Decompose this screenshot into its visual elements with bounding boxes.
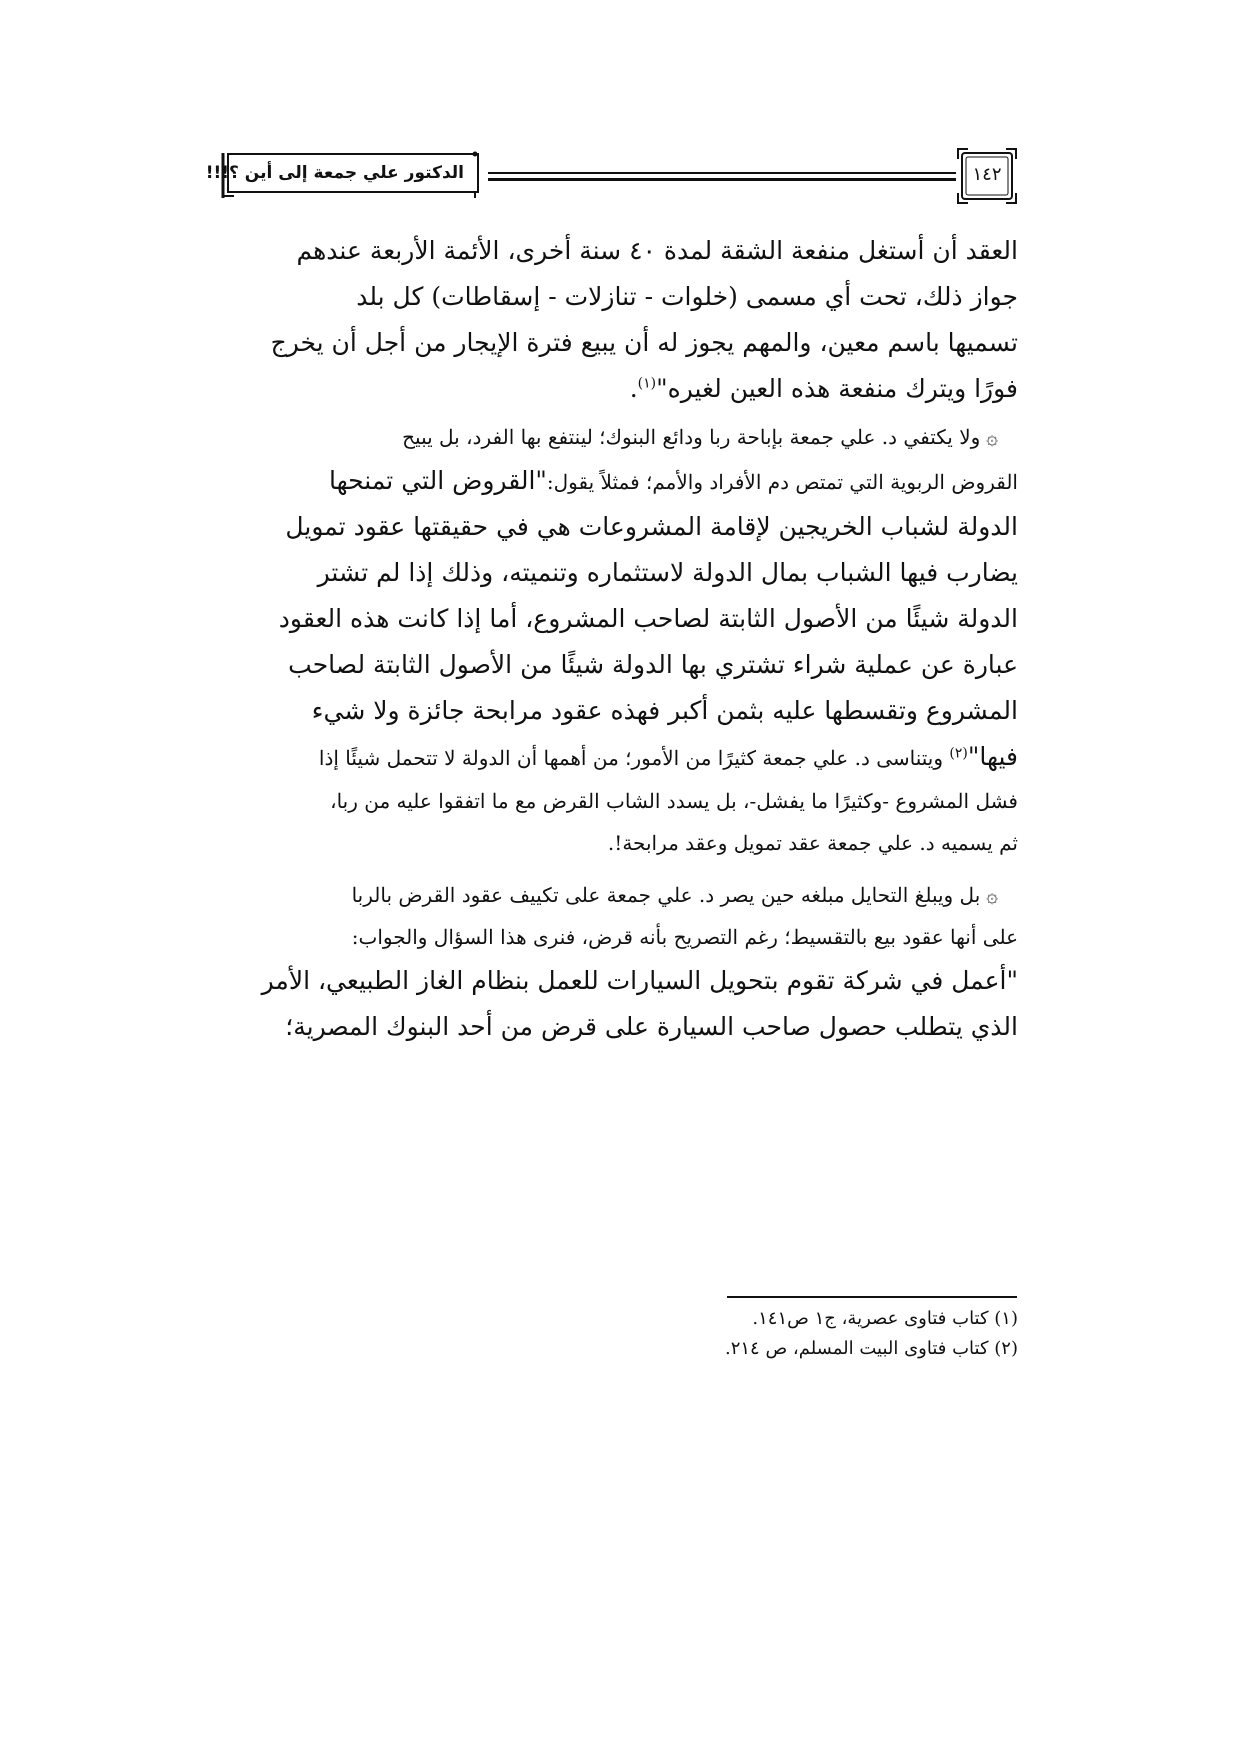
page-number-frame [954,145,1020,207]
sentence-end: . [629,374,638,403]
page-number: ١٤٢ [972,164,1002,185]
text-line: تسميها باسم معين، والمهم يجوز له أن يبيع فترة الإيجار من أجل أن يخرج [270,328,1018,357]
text-line: "أعمل في شركة تقوم بتحويل السيارات للعمل بنظام الغاز الطبيعي، الأمر [261,966,1018,995]
running-header [205,145,1020,207]
header-rule [488,172,956,181]
footnote-ref-1: (١) [637,375,657,392]
text-span: ولا يكتفي د. علي جمعة بإباحة ربا ودائع البنوك؛ لينتفع بها الفرد، بل يبيح [402,425,981,449]
footnote-separator [727,1296,1017,1298]
text-line [218,366,1018,412]
paragraph-3 [218,874,1018,1050]
quote-end-text: فورًا ويترك منفعة هذه العين لغيره" [656,374,1018,403]
text-line: فشل المشروع -وكثيرًا ما يفشل-، بل يسدد الشاب القرض مع ما اتفقوا عليه من ربا، [330,789,1018,813]
text-span: ويتناسى د. علي جمعة كثيرًا من الأمور؛ من أهمها أن الدولة لا تتحمل شيئًا إذا [318,746,944,770]
text-line: على أنها عقود بيع بالتقسيط؛ رغم التصريح بأنه قرض، فنرى هذا السؤال والجواب: [351,925,1018,949]
text-line: الدولة شيئًا من الأصول الثابتة لصاحب المشروع، أما إذا كانت هذه العقود [278,604,1018,633]
paragraph-1 [218,228,1018,412]
text-line [218,416,1018,458]
text-line: المشروع وتقسطها عليه بثمن أكبر فهذه عقود مرابحة جائزة ولا شيء [311,696,1018,725]
text-span: القروض الربوية التي تمتص دم الأفراد والأمم؛ فمثلاً يقول: [546,470,1018,494]
text-line: العقد أن أستغل منفعة الشقة لمدة ٤٠ سنة أخرى، الأئمة الأربعة عندهم [296,236,1018,265]
footnote-1: (١) كتاب فتاوى عصرية، ج١ ص١٤١. [752,1308,1018,1329]
footnote-ref-2: (٢) [949,745,968,762]
text-line: عبارة عن عملية شراء تشتري بها الدولة شيئًا من الأصول الثابتة لصاحب [288,650,1018,679]
text-line: يضارب فيها الشباب بمال الدولة لاستثماره وتنميته، وذلك إذا لم تشتر [317,558,1018,587]
text-line [218,734,1018,780]
body-text [218,228,1018,1050]
text-line [218,874,1018,916]
quote-span: فيها" [967,742,1018,771]
running-title: الدكتور علي جمعة إلى أين ؟!!! [205,163,464,183]
text-line: ثم يسميه د. علي جمعة عقد تمويل وعقد مرابحة!. [607,831,1018,855]
quote-span: "القروض التي تمنحها [329,466,547,495]
paragraph-2 [218,416,1018,864]
text-line: الدولة لشباب الخريجين لإقامة المشروعات هي في حقيقتها عقود تمويل [285,512,1018,541]
running-title-frame [205,151,482,199]
footnotes [618,1304,1018,1364]
text-line: الذي يتطلب حصول صاحب السيارة على قرض من أحد البنوك المصرية؛ [285,1012,1018,1041]
text-line: جواز ذلك، تحت أي مسمى (خلوات - تنازلات - إسقاطات) كل بلد [356,282,1018,311]
paragraph-ornament-icon: ۞ [986,425,998,449]
text-line [218,458,1018,504]
text-span: بل ويبلغ التحايل مبلغه حين يصر د. علي جمعة على تكييف عقود القرض بالربا [351,883,981,907]
footnote-2: (٢) كتاب فتاوى البيت المسلم، ص ٢١٤. [724,1338,1018,1359]
paragraph-ornament-icon: ۞ [986,883,998,907]
